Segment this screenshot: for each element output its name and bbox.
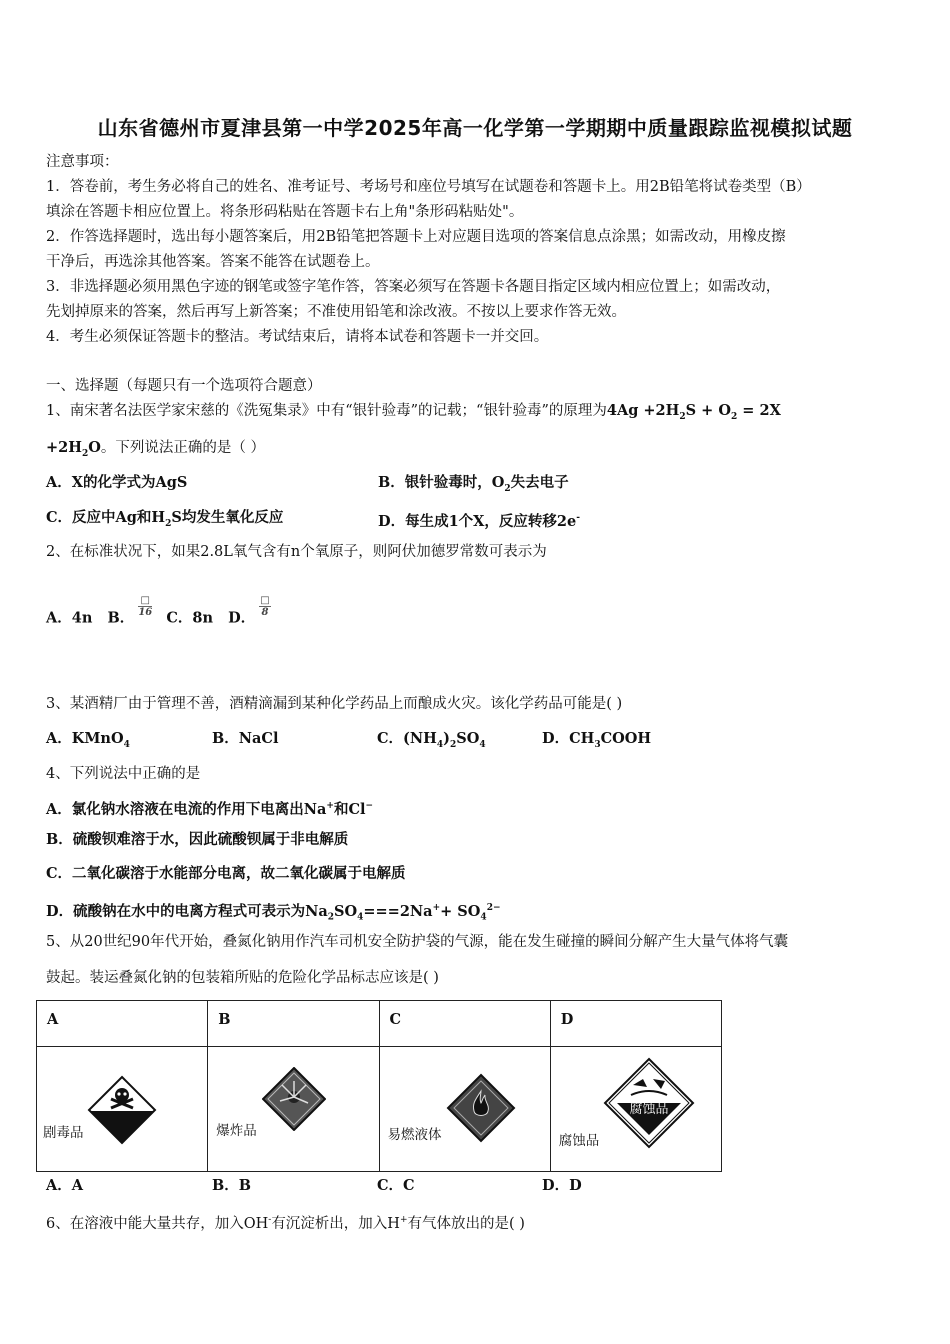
- notice-item-2-line-1: 2．作答选择题时，选出每小题答案后，用2B铅笔把答题卡上对应题目选项的答案信息点涂黑；如需改动，用橡皮擦: [46, 229, 786, 245]
- hazard-cell-toxic: [37, 1047, 208, 1172]
- hazard-cell-corrosive: [550, 1047, 721, 1172]
- corrosive-sign-text: 腐蚀品: [629, 1102, 669, 1117]
- hazard-label-corrosive: 腐蚀品: [558, 1133, 600, 1149]
- question-5-stem-line-2: 鼓起。装运叠氮化钠的包装箱所贴的危险化学品标志应该是( ): [46, 970, 439, 986]
- table-header-a: A: [37, 1001, 208, 1047]
- question-1-stem: 1、南宋著名法医学家宋慈的《洗冤集录》中有“银针验毒”的记载；“银针验毒”的原理为$4Ag +2H_2S + O_2 = 2X$: [46, 402, 781, 422]
- question-2-stem: 2、在标准状况下，如果2.8L氧气含有n个氧原子，则阿伏加德罗常数可表示为: [46, 544, 547, 560]
- hazard-label-flammable: 易燃液体: [387, 1127, 442, 1143]
- question-4-option-d: D．硫酸钠在水中的电离方程式可表示为$Na_2SO_4===2Na^++ SO_4^{2-}$: [46, 902, 501, 923]
- question-2-option-b-fraction: $\frac{□}{16}$: [138, 595, 153, 618]
- question-2-option-d: D．: [228, 609, 256, 627]
- question-1-option-c: C．反应中Ag和$H_2S$均发生氧化反应: [46, 509, 284, 529]
- hazard-label-toxic: 剧毒品: [43, 1125, 84, 1141]
- question-5-option-d: D．D: [542, 1177, 582, 1194]
- question-1-option-b: B．银针验毒时，$O_2$失去电子: [378, 474, 569, 494]
- section-heading: 一、选择题（每题只有一个选项符合题意）: [46, 378, 322, 394]
- question-6-stem: 6、在溶液中能大量共存，加入OH-有沉淀析出，加入H+有气体放出的是( ): [46, 1215, 525, 1232]
- question-4-stem: 4、下列说法中正确的是: [46, 766, 201, 782]
- table-header-c: C: [379, 1001, 550, 1047]
- notice-item-4: 4．考生必须保证答题卡的整洁。考试结束后，请将本试卷和答题卡一并交回。: [46, 329, 549, 345]
- notice-item-1-line-2: 填涂在答题卡相应位置上。将条形码粘贴在答题卡右上角"条形码粘贴处"。: [46, 204, 524, 220]
- question-5-stem-line-1: 5、从20世纪90年代开始，叠氮化钠用作汽车司机安全防护袋的气源，能在发生碰撞的瞬间分解产生大量气体将气囊: [46, 934, 789, 950]
- question-2-option-b: B．: [107, 609, 135, 627]
- question-5-option-c: C．C: [377, 1177, 415, 1194]
- question-4-option-b: B．硫酸钡难溶于水，因此硫酸钡属于非电解质: [46, 831, 349, 848]
- hazard-label-explosive: 爆炸品: [216, 1123, 257, 1139]
- question-3-stem: 3、某酒精厂由于管理不善，酒精滴漏到某种化学药品上而酿成火灾。该化学药品可能是( ): [46, 696, 623, 712]
- question-5-option-b: B．B: [212, 1177, 252, 1194]
- question-2-option-c: C．8n: [166, 609, 214, 627]
- table-header-b: B: [208, 1001, 379, 1047]
- question-3-option-a: A．KMnO$_4$: [46, 730, 130, 750]
- flammable-flame-icon: [446, 1073, 516, 1143]
- question-3-option-b: B．NaCl: [212, 730, 279, 747]
- notice-item-2-line-2: 干净后，再选涂其他答案。答案不能答在试题卷上。: [46, 254, 380, 270]
- question-3-option-c: C．$(NH_4)_2SO_4$: [377, 730, 486, 750]
- corrosive-icon: [603, 1057, 695, 1149]
- question-5-option-a: A．A: [46, 1177, 84, 1194]
- question-1-stem-line-2: $+2H_2O$。下列说法正确的是（ ）: [46, 439, 265, 459]
- notice-heading: 注意事项：: [46, 154, 119, 170]
- question-4-option-c: C．二氧化碳溶于水能部分电离，故二氧化碳属于电解质: [46, 865, 406, 882]
- notice-item-3-line-2: 先划掉原来的答案，然后再写上新答案；不准使用铅笔和涂改液。不按以上要求作答无效。: [46, 304, 626, 320]
- question-1-option-d: D．每生成1个X，反应转移2e-: [378, 512, 580, 530]
- question-2-option-d-fraction: $\frac{□}{8}$: [260, 595, 270, 618]
- explosive-icon: [262, 1067, 326, 1131]
- hazard-cell-explosive: [208, 1047, 379, 1172]
- hazard-sign-table: [36, 1000, 722, 1172]
- question-2-options: [46, 595, 275, 630]
- notice-item-3-line-1: 3．非选择题必须用黑色字迹的钢笔或签字笔作答，答案必须写在答题卡各题目指定区域内相应位置上；如需改动，: [46, 279, 781, 295]
- question-4-option-a: A．氯化钠水溶液在电流的作用下电离出Na+和Cl−: [46, 800, 374, 818]
- page-title: 山东省德州市夏津县第一中学2025年高一化学第一学期期中质量跟踪监视模拟试题: [97, 116, 853, 140]
- question-3-option-d: D．$CH_3COOH$: [542, 730, 652, 750]
- table-header-d: D: [550, 1001, 721, 1047]
- question-1-option-a: A．X的化学式为AgS: [46, 474, 188, 491]
- hazard-cell-flammable: [379, 1047, 550, 1172]
- question-2-option-a: A．4n: [46, 609, 93, 627]
- toxic-skull-icon: [87, 1075, 157, 1145]
- notice-item-1-line-1: 1．答卷前，考生务必将自己的姓名、准考证号、考场号和座位号填写在试题卷和答题卡上。用2B铅笔将试卷类型（B）: [46, 179, 811, 195]
